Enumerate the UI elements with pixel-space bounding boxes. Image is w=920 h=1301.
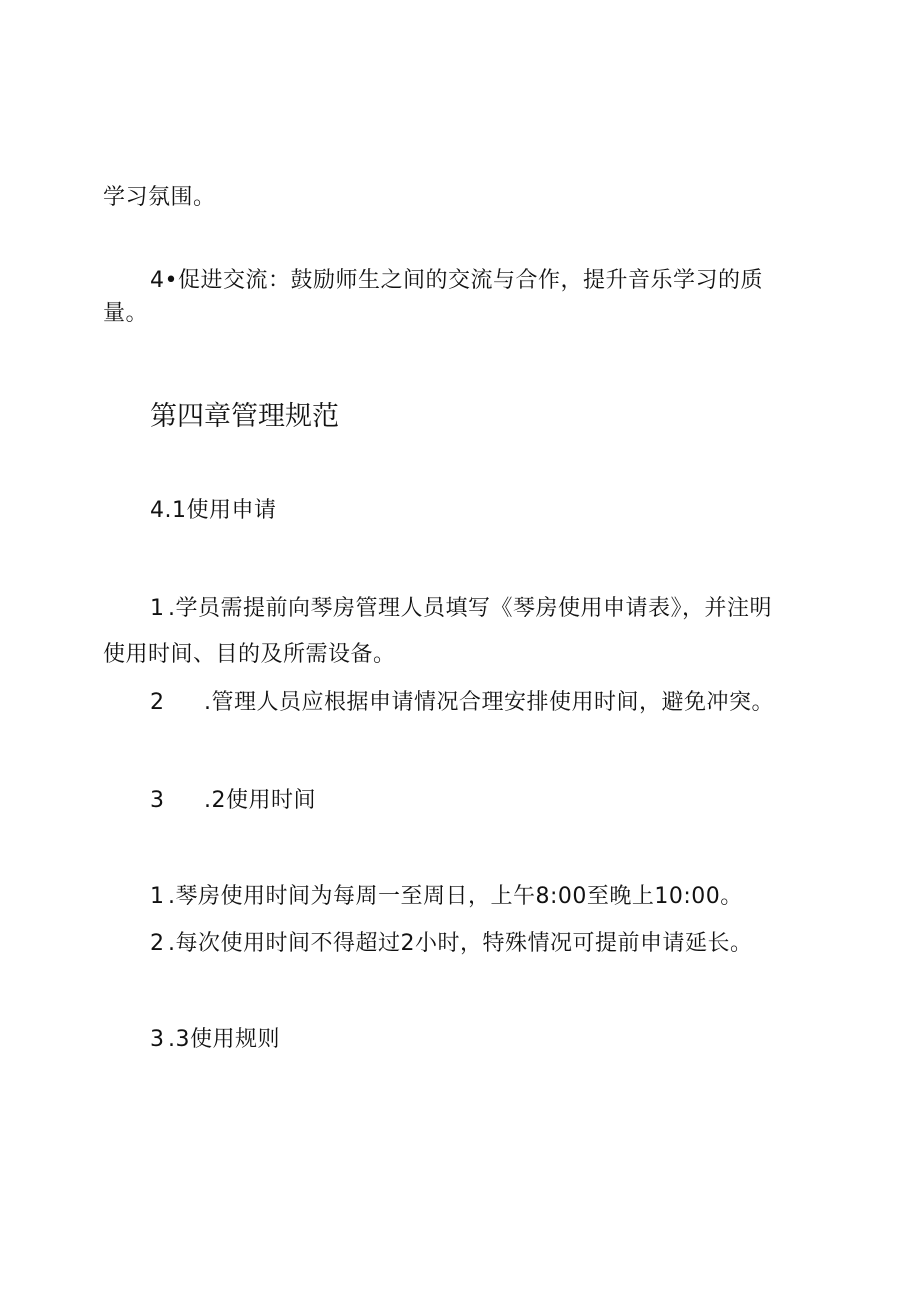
list-item-text: .琴房使用时间为每周一至周日，上午8:00至晚上10:00。	[168, 884, 743, 909]
paragraph-text: 学习氛围。	[103, 185, 216, 210]
list-item-number: 1	[150, 596, 165, 621]
list-item-number: 2	[150, 931, 165, 956]
section-number: 3	[150, 1027, 165, 1052]
list-item-text: 使用时间、目的及所需设备。	[103, 642, 396, 667]
list-item-1	[150, 882, 743, 912]
list-item-text: .每次使用时间不得超过2小时，特殊情况可提前申请延长。	[168, 931, 753, 956]
list-item-number: 2	[150, 690, 165, 715]
section-title-text: 4.1使用申请	[150, 498, 277, 523]
list-item-text: 量。	[103, 301, 149, 326]
section-title-4-1	[150, 496, 277, 526]
section-title-4-2	[150, 786, 316, 816]
list-item-2	[150, 688, 774, 718]
section-number: 3	[150, 788, 165, 813]
list-item-text: .学员需提前向琴房管理人员填写《琴房使用申请表》，并注明	[168, 596, 772, 621]
section-title-text: .3使用规则	[168, 1027, 280, 1052]
chapter-title-text: 第四章管理规范	[150, 401, 339, 432]
list-item-4	[150, 266, 763, 296]
section-title-4-3	[150, 1025, 280, 1055]
list-item-text: 4•促进交流：鼓励师生之间的交流与合作，提升音乐学习的质	[150, 268, 763, 293]
section-title-text: .2使用时间	[204, 788, 316, 813]
list-item-4-continuation	[103, 299, 148, 329]
chapter-title	[150, 400, 339, 434]
list-item-2	[150, 929, 753, 959]
list-item-1	[150, 594, 772, 624]
paragraph-continuation	[103, 183, 216, 213]
list-item-1-continuation	[103, 640, 396, 670]
list-item-text: .管理人员应根据申请情况合理安排使用时间，避免冲突。	[204, 690, 774, 715]
list-item-number: 1	[150, 884, 165, 909]
